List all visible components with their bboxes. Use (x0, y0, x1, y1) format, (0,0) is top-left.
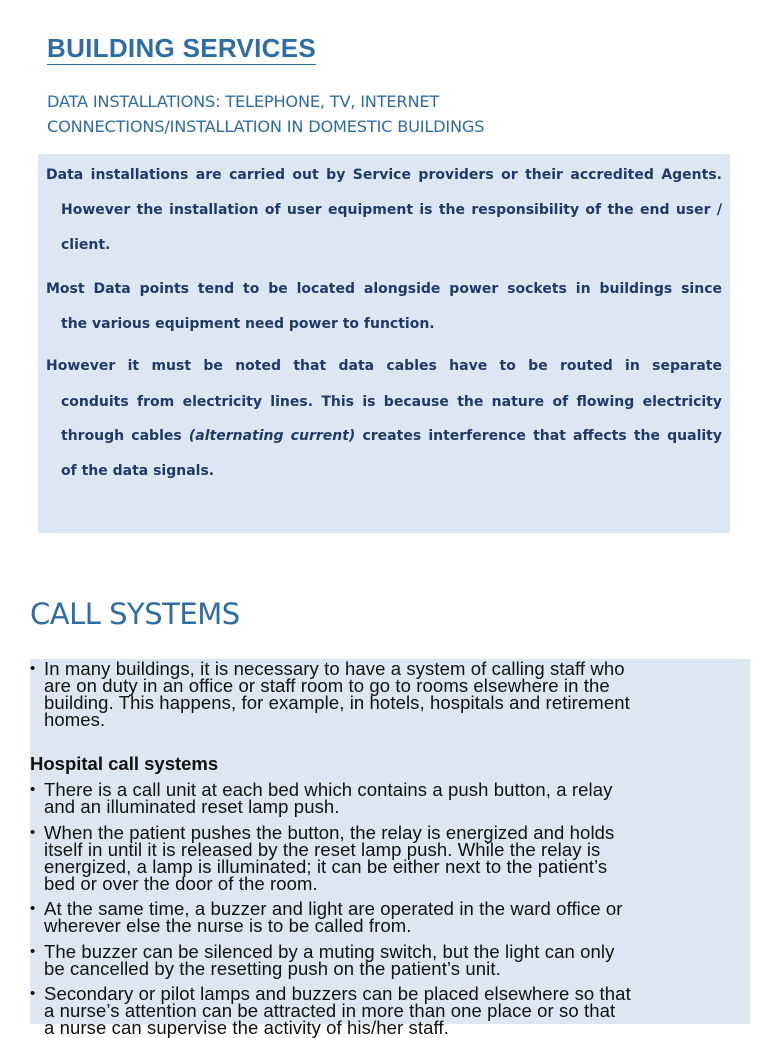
bullet-dot: • (30, 900, 36, 917)
page-title: BUILDING SERVICES (47, 33, 316, 63)
bullet-line: bed or over the door of the room. (44, 873, 318, 894)
bullet-line: Secondary or pilot lamps and buzzers can be placed elsewhere so that (44, 983, 631, 1004)
page-subtitle (47, 90, 747, 139)
bullet-line: energized, a lamp is illuminated; it can be either next to the patient’s (44, 856, 608, 877)
bullet-line: wherever else the nurse is to be called from. (44, 915, 412, 936)
data-text-line: the various equipment need power to function. (61, 316, 435, 332)
subtitle-line: DATA INSTALLATIONS: TELEPHONE, TV, INTERNET (47, 92, 440, 111)
call-systems-box (30, 658, 750, 1038)
data-text-segment: creates interference that affects the quality (355, 428, 722, 444)
data-text-line: However it must be noted that data cables have to be routed in separate (46, 358, 722, 374)
emphasis-text: (alternating current) (188, 428, 356, 444)
bullet-line: a nurse’s attention can be attracted in more than one place or so that (44, 1000, 616, 1021)
data-text-segment: through cables (61, 428, 189, 444)
bullet-line: itself in until it is released by the reset lamp push. While the relay is (44, 839, 601, 860)
subtitle-line: CONNECTIONS/INSTALLATION IN DOMESTIC BUILDINGS (47, 116, 485, 136)
bullet-line: When the patient pushes the button, the relay is energized and holds (44, 822, 615, 843)
bullet-line: At the same time, a buzzer and light are operated in the ward office or (44, 898, 623, 919)
bullet-line: a nurse can supervise the activity of his/her staff. (44, 1017, 449, 1038)
data-text-line (61, 428, 722, 444)
data-text-line: client. (61, 237, 111, 253)
bullet-dot: • (30, 985, 36, 1002)
intro-line: building. This happens, for example, in hotels, hospitals and retirement (44, 692, 630, 713)
intro-line: homes. (44, 709, 106, 730)
bullet-line: The buzzer can be silenced by a muting switch, but the light can only (44, 941, 615, 962)
data-text-line: Data installations are carried out by Service providers or their accredited Agents. (46, 167, 722, 183)
data-text-line: However the installation of user equipment is the responsibility of the end user / (61, 202, 722, 218)
bullet-line: There is a call unit at each bed which contains a push button, a relay (44, 779, 613, 800)
data-text-line: conduits from electricity lines. This is because the nature of flowing electricity (61, 394, 722, 410)
intro-line: are on duty in an office or staff room to go to rooms elsewhere in the (44, 675, 610, 696)
intro-line: In many buildings, it is necessary to have a system of calling staff who (44, 658, 625, 679)
section-title: CALL SYSTEMS (30, 597, 240, 631)
bullet-dot: • (30, 943, 36, 960)
bullet-dot: • (30, 660, 36, 677)
data-text-line: of the data signals. (61, 463, 215, 479)
bullet-dot: • (30, 781, 36, 798)
data-text-line: Most Data points tend to be located alongside power sockets in buildings since (46, 281, 722, 297)
bullet-line: and an illuminated reset lamp push. (44, 796, 340, 817)
bullet-dot: • (30, 824, 36, 841)
bullet-line: be cancelled by the resetting push on the patient’s unit. (44, 958, 501, 979)
sub-heading: Hospital call systems (30, 753, 219, 774)
